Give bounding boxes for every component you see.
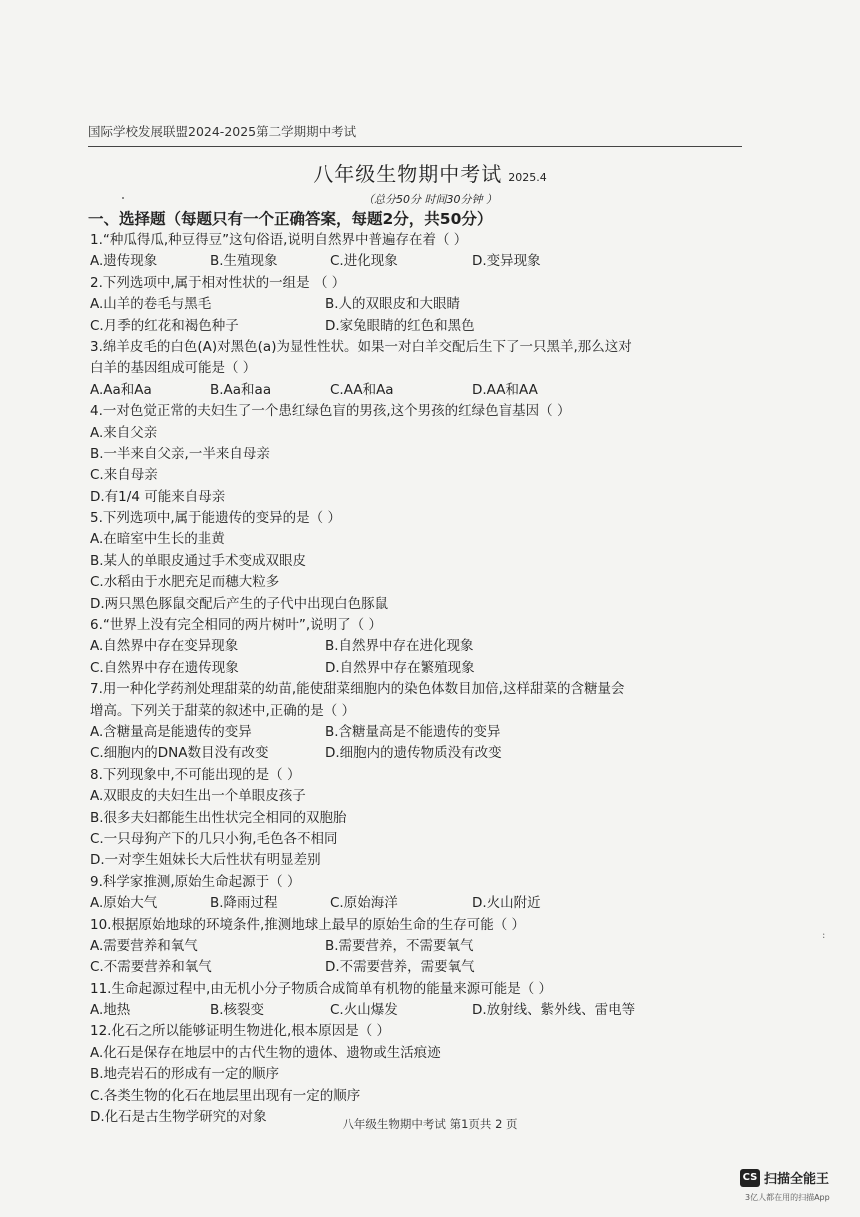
question-stem: 4.一对色觉正常的夫妇生了一个患红绿色盲的男孩,这个男孩的红绿色盲基因（ ）	[90, 403, 571, 420]
question-list	[90, 230, 750, 1128]
answer-option: D.自然界中存在繁殖现象	[325, 659, 475, 676]
question-stem: 2.下列选项中,属于相对性状的一组是 （ ）	[90, 274, 346, 291]
answer-option: D.有1/4 可能来自母亲	[90, 488, 226, 505]
answer-option: A.双眼皮的夫妇生出一个单眼皮孩子	[90, 788, 306, 805]
question-stem: 1.“种瓜得瓜,种豆得豆”这句俗语,说明自然界中普遍存在着（ ）	[90, 232, 468, 248]
answer-option: A.Aa和Aa	[90, 381, 152, 398]
answer-option: D.两只黑色豚鼠交配后产生的子代中出现白色豚鼠	[90, 595, 389, 612]
option-row	[90, 551, 750, 572]
option-row	[90, 743, 750, 764]
answer-option: C.自然界中存在遗传现象	[90, 659, 239, 676]
answer-option: C.火山爆发	[330, 1002, 398, 1019]
scanner-name: 扫描全能王	[764, 1172, 830, 1187]
exam-title	[0, 158, 860, 187]
answer-option: D.AA和AA	[472, 381, 538, 398]
option-row	[90, 1043, 750, 1064]
option-row	[90, 1064, 750, 1085]
option-row	[90, 294, 750, 315]
answer-option: A.自然界中存在变异现象	[90, 638, 239, 655]
answer-option: A.遗传现象	[90, 253, 158, 270]
option-row	[90, 893, 750, 914]
answer-option: A.含糖量高是能遗传的变异	[90, 723, 252, 740]
answer-option: B.一半来自父亲,一半来自母亲	[90, 445, 270, 462]
question-stem: 3.绵羊皮毛的白色(A)对黑色(a)为显性性状。如果一对白羊交配后生下了一只黑羊,那么这对	[90, 338, 632, 355]
option-row	[90, 636, 750, 657]
answer-option: B.很多夫妇都能生出性状完全相同的双胞胎	[90, 809, 347, 826]
scanner-tagline: 3亿人都在用的扫描App	[745, 1193, 830, 1202]
answer-option: C.细胞内的DNA数目没有改变	[90, 745, 269, 762]
question-stem: 白羊的基因组成可能是（ ）	[90, 360, 257, 377]
answer-option: A.在暗室中生长的韭黄	[90, 531, 225, 548]
option-row	[90, 1000, 750, 1021]
scanner-logo	[740, 1168, 829, 1187]
answer-option: C.水稻由于水肥充足而穗大粒多	[90, 574, 280, 591]
answer-option: B.核裂变	[210, 1002, 265, 1019]
question-stem: 12.化石之所以能够证明生物进化,根本原因是（ ）	[90, 1023, 391, 1040]
answer-option: A.山羊的卷毛与黑毛	[90, 296, 212, 313]
option-row	[90, 487, 750, 508]
option-row	[90, 722, 750, 743]
option-row	[90, 786, 750, 807]
answer-option: D.放射线、紫外线、雷电等	[472, 1002, 636, 1019]
answer-option: D.不需要营养，需要氧气	[325, 959, 475, 976]
option-row	[90, 808, 750, 829]
answer-option: C.原始海洋	[330, 895, 398, 912]
answer-option: C.各类生物的化石在地层里出现有一定的顺序	[90, 1087, 361, 1104]
option-row	[90, 936, 750, 957]
question-stem: 11.生命起源过程中,由无机小分子物质合成简单有机物的能量来源可能是（ ）	[90, 980, 553, 997]
option-row	[90, 316, 750, 337]
answer-option: B.自然界中存在进化现象	[325, 638, 474, 655]
option-row	[90, 380, 750, 401]
question-stem: 10.根据原始地球的环境条件,推测地球上最早的原始生命的生存可能（ ）	[90, 916, 526, 933]
option-row	[90, 465, 750, 486]
option-row	[90, 423, 750, 444]
answer-option: C.一只母狗产下的几只小狗,毛色各不相同	[90, 830, 338, 847]
option-row	[90, 594, 750, 615]
answer-option: C.进化现象	[330, 253, 398, 270]
answer-option: B.人的双眼皮和大眼睛	[325, 296, 461, 313]
question-stem: 5.下列选项中,属于能遗传的变异的是（ ）	[90, 510, 341, 527]
answer-option: B.某人的单眼皮通过手术变成双眼皮	[90, 552, 307, 569]
question-stem: 7.用一种化学药剂处理甜菜的幼苗,能使甜菜细胞内的染色体数目加倍,这样甜菜的含糖量会	[90, 681, 625, 698]
answer-option: D.化石是古生物学研究的对象	[90, 1109, 267, 1126]
answer-option: A.原始大气	[90, 895, 158, 912]
option-row	[90, 850, 750, 871]
option-row	[90, 444, 750, 465]
option-row	[90, 1086, 750, 1107]
header-rule	[88, 146, 742, 147]
answer-option: A.地热	[90, 1002, 131, 1019]
exam-date: 2025.4	[508, 171, 547, 184]
page-footer: 八年级生物期中考试 第1页共 2 页	[342, 1117, 518, 1131]
option-row	[90, 957, 750, 978]
answer-option: A.化石是保存在地层中的古代生物的遗体、遗物或生活痕迹	[90, 1044, 441, 1061]
answer-option: B.需要营养，不需要氧气	[325, 937, 474, 954]
answer-option: D.家兔眼睛的红色和黑色	[325, 317, 475, 334]
answer-option: D.变异现象	[472, 253, 541, 270]
answer-option: B.降雨过程	[210, 895, 278, 912]
option-row	[90, 529, 750, 550]
answer-option: B.Aa和aa	[210, 381, 272, 398]
answer-option: C.不需要营养和氧气	[90, 959, 212, 976]
option-row	[90, 251, 750, 272]
answer-option: C.AA和Aa	[330, 381, 394, 398]
question-stem: 增高。下列关于甜菜的叙述中,正确的是（ ）	[90, 702, 356, 719]
answer-option: D.一对孪生姐妹长大后性状有明显差别	[90, 852, 321, 869]
answer-option: A.需要营养和氧气	[90, 937, 198, 954]
cs-logo-icon: CS	[740, 1169, 760, 1187]
answer-option: B.地壳岩石的形成有一定的顺序	[90, 1066, 280, 1083]
margin-mark: :	[822, 930, 826, 941]
answer-option: C.月季的红花和褐色种子	[90, 317, 239, 334]
question-stem: 9.科学家推测,原始生命起源于（ ）	[90, 873, 301, 890]
option-row	[90, 572, 750, 593]
answer-option: D.细胞内的遗传物质没有改变	[325, 745, 502, 762]
question-stem: 6.“世界上没有完全相同的两片树叶”,说明了（ ）	[90, 617, 382, 634]
answer-option: B.生殖现象	[210, 253, 278, 270]
answer-option: D.火山附近	[472, 895, 541, 912]
answer-option: C.来自母亲	[90, 467, 158, 484]
answer-option: A.来自父亲	[90, 424, 158, 441]
answer-option: B.含糖量高是不能遗传的变异	[325, 723, 501, 740]
section-title: 一、选择题（每题只有一个正确答案，每题2分，共50分）	[88, 210, 493, 228]
option-row	[90, 658, 750, 679]
school-header: 国际学校发展联盟2024-2025第二学期期中考试	[88, 124, 357, 139]
exam-title-text: 八年级生物期中考试	[313, 162, 503, 186]
exam-subtitle: （总分50分 时间30分钟 ）	[363, 193, 497, 206]
option-row	[90, 829, 750, 850]
question-stem: 8.下列现象中,不可能出现的是（ ）	[90, 766, 301, 783]
